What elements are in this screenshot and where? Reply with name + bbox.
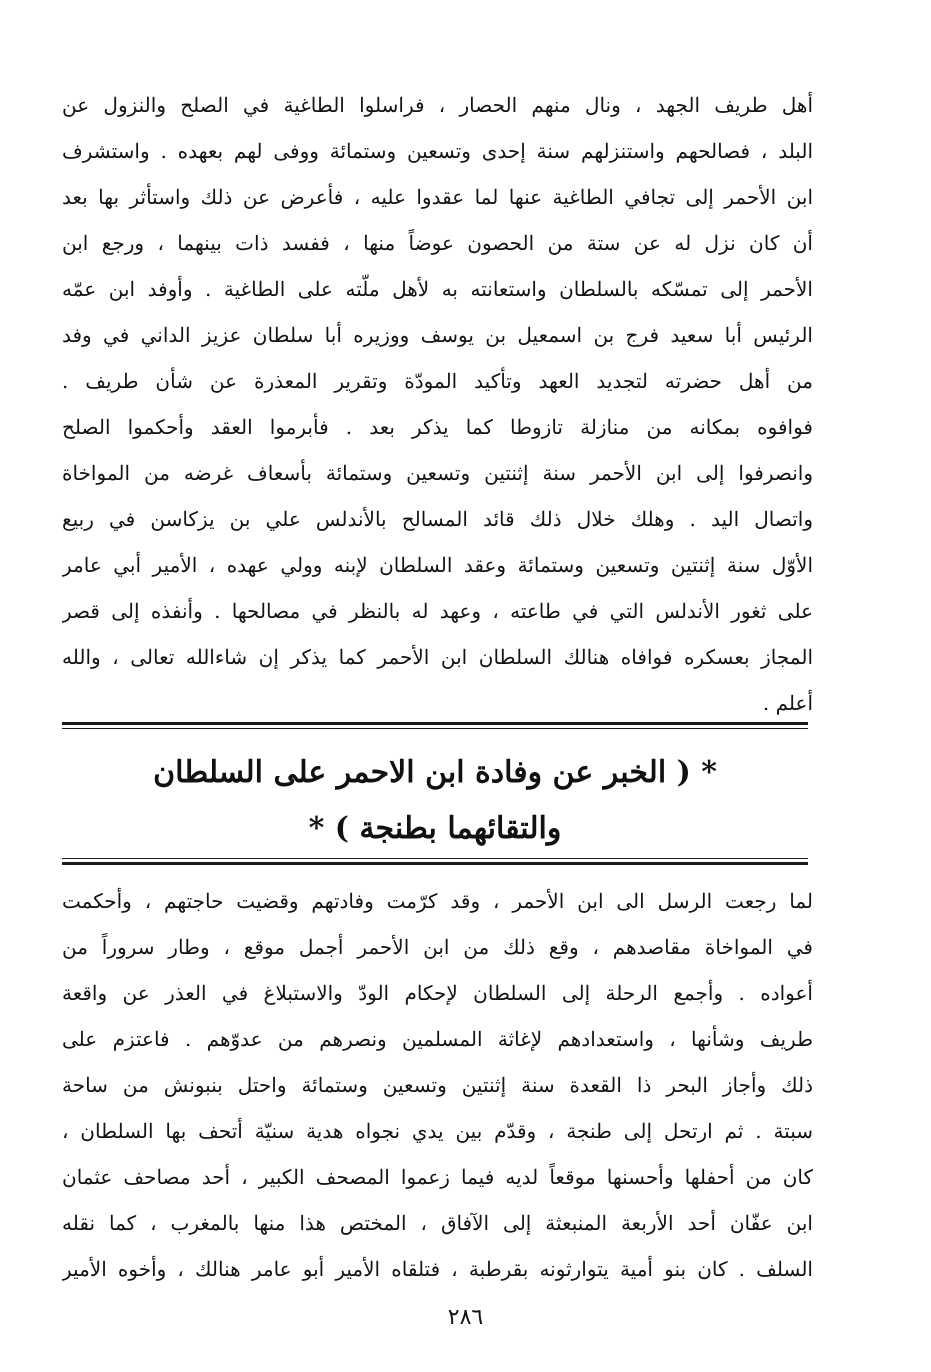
text-line: أن كان نزل له عن ستة من الحصون عوضاً منها ، ففسد ذات بينهما ، ورجع ابن [62, 231, 813, 255]
text-line: سبتة . ثم ارتحل إلى طنجة ، وقدّم بين يدي نجواه هدية سنيّة أتحف بها السلطان ، [62, 1119, 813, 1143]
text-line: في المواخاة مقاصدهم ، وقع ذلك من ابن الأحمر أجمل موقع ، وطار سروراً من [62, 935, 813, 959]
text-line: ابن عفّان أحد الأربعة المنبعثة إلى الآفاق ، المختص هذا منها بالمغرب ، كما نقله [62, 1211, 813, 1235]
bottom-paragraph [62, 878, 813, 1292]
section-heading-line-2: والتقائهما بطنجة ) * [308, 811, 562, 846]
text-line: كان من أحفلها وأحسنها موقعاً لديه فيما زعموا المصحف الكبير ، أحد مصاحف عثمان [62, 1165, 813, 1189]
text-line: الأوّل سنة إثنتين وتسعين وستمائة وعقد السلطان لإبنه وولي عهده ، الأمير أبي عامر [62, 553, 813, 577]
page-number: ٢٨٦ [447, 1305, 484, 1330]
text-line: أعلم . [762, 691, 813, 715]
text-line: من أهل حضرته لتجديد العهد وتأكيد المودّة وتقرير المعذرة عن شأن طريف . [62, 369, 813, 393]
text-line: فوافوه بمكانه من منازلة تازوطا كما يذكر بعد . فأبرموا العقد وأحكموا الصلح [62, 415, 813, 439]
section-divider-bottom [62, 858, 808, 865]
top-paragraph [62, 82, 813, 726]
text-line: واتصال اليد . وهلك خلال ذلك قائد المسالح بالأندلس علي بن يزكاسن في ربيع [62, 507, 813, 531]
text-line: الرئيس أبا سعيد فرج بن اسمعيل بن يوسف ووزيره أبا سلطان عزيز الداني في وفد [62, 323, 813, 347]
section-divider-top [62, 722, 808, 729]
text-line: الأحمر إلى تمسّكه بالسلطان واستعانته به لأهل ملّته على الطاغية . وأوفد ابن عمّه [62, 277, 813, 301]
text-line: المجاز بعسكره فوافاه هنالك السلطان ابن الأحمر كما يذكر إن شاءالله تعالى ، والله [62, 645, 813, 669]
text-line: ذلك وأجاز البحر ذا القعدة سنة إثنتين وتسعين وستمائة واحتل بنبونش من ساحة [62, 1073, 813, 1097]
text-line: أعواده . وأجمع الرحلة إلى السلطان لإحكام الودّ والاستبلاغ في العذر عن واقعة [62, 981, 813, 1005]
section-heading-line-1: * ( الخبر عن وفادة ابن الاحمر على السلطان [153, 755, 717, 790]
text-line: طريف وشأنها ، واستعدادهم لإغاثة المسلمين ونصرهم من عدوّهم . فاعتزم على [62, 1027, 813, 1051]
text-line: لما رجعت الرسل الى ابن الأحمر ، وقد كرّمت وفادتهم وقضيت حاجتهم ، وأحكمت [62, 889, 813, 913]
text-line: وانصرفوا إلى ابن الأحمر سنة إثنتين وتسعين وستمائة بأسعاف غرضه من المواخاة [62, 461, 813, 485]
text-line: ابن الأحمر إلى تجافي الطاغية عنها لما عقدوا عليه ، فأعرض عن ذلك واستأثر بها بعد [62, 185, 813, 209]
text-line: السلف . كان بنو أمية يتوارثونه بقرطبة ، فتلقاه الأمير أبو عامر هنالك ، وأخوه الأمير [62, 1257, 813, 1281]
text-line: على ثغور الأندلس التي في طاعته ، وعهد له بالنظر في مصالحها . وأنفذه إلى قصر [62, 599, 813, 623]
text-line: البلد ، فصالحهم واستنزلهم سنة إحدى وتسعين وستمائة ووفى لهم بعهده . واستشرف [62, 139, 813, 163]
text-line: أهل طريف الجهد ، ونال منهم الحصار ، فراسلوا الطاغية في الصلح والنزول عن [62, 93, 813, 117]
